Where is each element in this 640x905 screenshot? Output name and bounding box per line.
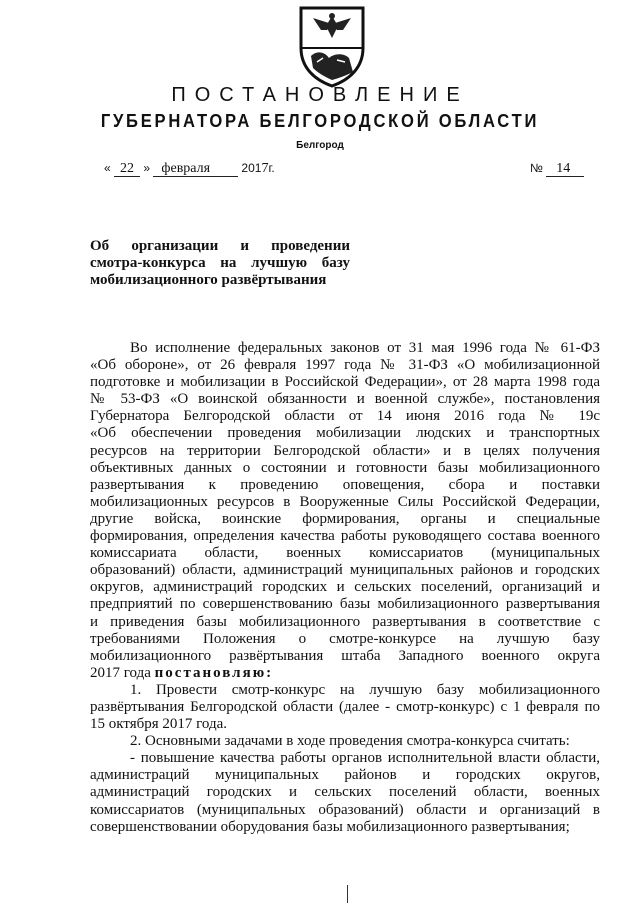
body-line: мобилизационных ресурсов в Вооруженные Силы Российской Федерации,	[90, 493, 600, 510]
body-line: 1. Провести смотр-конкурс на лучшую базу мобилизационного	[130, 681, 600, 698]
body-line: требованиями Положения о смотре-конкурсе на лучшую базу	[90, 630, 600, 647]
document-date	[104, 161, 275, 177]
body-line: комиссариата области, военных комиссариатов (муниципальных	[90, 545, 600, 562]
body-line: мобилизационного развёртывания штаба Западного военного округа	[90, 647, 600, 664]
date-year-prefix: 201	[241, 161, 262, 175]
document-number	[530, 161, 584, 177]
body-line: и приведения базы мобилизационного развертывания в соответствие с	[90, 613, 600, 630]
document-title: ПОСТАНОВЛЕНИЕ	[171, 84, 469, 106]
number-label: №	[530, 161, 543, 175]
body-line: «Об обеспечении проведения мобилизации людских и транспортных	[90, 425, 600, 442]
heading-line: Об организации и проведении	[90, 238, 350, 254]
page-mark	[347, 885, 348, 903]
decree-word: постановляю:	[154, 664, 274, 681]
body-line: 2. Основными задачами в ходе проведения смотра-конкурса считать:	[130, 733, 570, 750]
date-year-handwritten: 7	[261, 161, 269, 176]
body-line: развертывания к проведению оповещения, сбора и поставки	[90, 476, 600, 493]
number-value: 14	[546, 161, 584, 177]
body-line: администраций муниципальных районов и городских округов,	[90, 767, 600, 784]
city-label: Белгород	[296, 140, 344, 151]
body-line: - повышение качества работы органов исполнительной власти области,	[130, 750, 600, 767]
body-line: № 53-ФЗ «О воинской обязанности и военной службе», постановления	[90, 391, 600, 408]
date-quote-close: »	[143, 161, 151, 175]
body-line: администраций городских и сельских поселений области, военных	[90, 784, 600, 801]
body-line: другие войска, воинские формирования, органы и специальные	[90, 510, 600, 527]
coat-of-arms-icon	[293, 4, 371, 88]
body-line: развёртывания Белгородской области (далее - смотр-конкурс) с 1 февраля по	[90, 698, 600, 715]
body-line: объективных данных о состоянии и готовности базы мобилизационного	[90, 459, 600, 476]
decree-line	[90, 665, 600, 682]
date-month: февраля	[153, 161, 238, 177]
body-line: формирования, определения качества работы руководящего состава военного	[90, 528, 600, 545]
heading-line: смотра-конкурса на лучшую базу	[90, 255, 350, 271]
body-line: Во исполнение федеральных законов от 31 мая 1996 года № 61-ФЗ	[130, 340, 600, 356]
body-line: «Об обороне», от 26 февраля 1997 года № 31-ФЗ «О мобилизационной	[90, 357, 600, 374]
body-line: образований) области, администраций муниципальных районов и городских	[90, 562, 600, 579]
body-line: ресурсов на территории Белгородской области» и в целях получения	[90, 442, 600, 459]
body-line: совершенствовании оборудования базы мобилизационного развертывания;	[90, 818, 570, 835]
document-subtitle: ГУБЕРНАТОРА БЕЛГОРОДСКОЙ ОБЛАСТИ	[100, 111, 540, 131]
heading-line: мобилизационного развёртывания	[90, 272, 327, 288]
document-heading	[90, 238, 350, 289]
body-line: Губернатора Белгородской области от 14 июня 2016 года № 19с	[90, 408, 600, 425]
document-body	[90, 340, 600, 836]
date-quote-open: «	[104, 161, 111, 175]
body-line: предприятий по совершенствованию базы мобилизационного развертывания	[90, 596, 600, 613]
date-year-suffix: г.	[268, 161, 275, 175]
body-line: 15 октября 2017 года.	[90, 716, 228, 733]
body-line: подготовке и мобилизации в Российской Федерации», от 28 марта 1998 года	[90, 374, 600, 391]
body-line: комиссариатов (муниципальных образований) области и организаций в	[90, 801, 600, 818]
decree-year: 2017 года	[90, 664, 151, 681]
date-day: 22	[114, 161, 140, 177]
body-line: округов, администраций городских и сельских поселений, организаций и	[90, 579, 600, 596]
